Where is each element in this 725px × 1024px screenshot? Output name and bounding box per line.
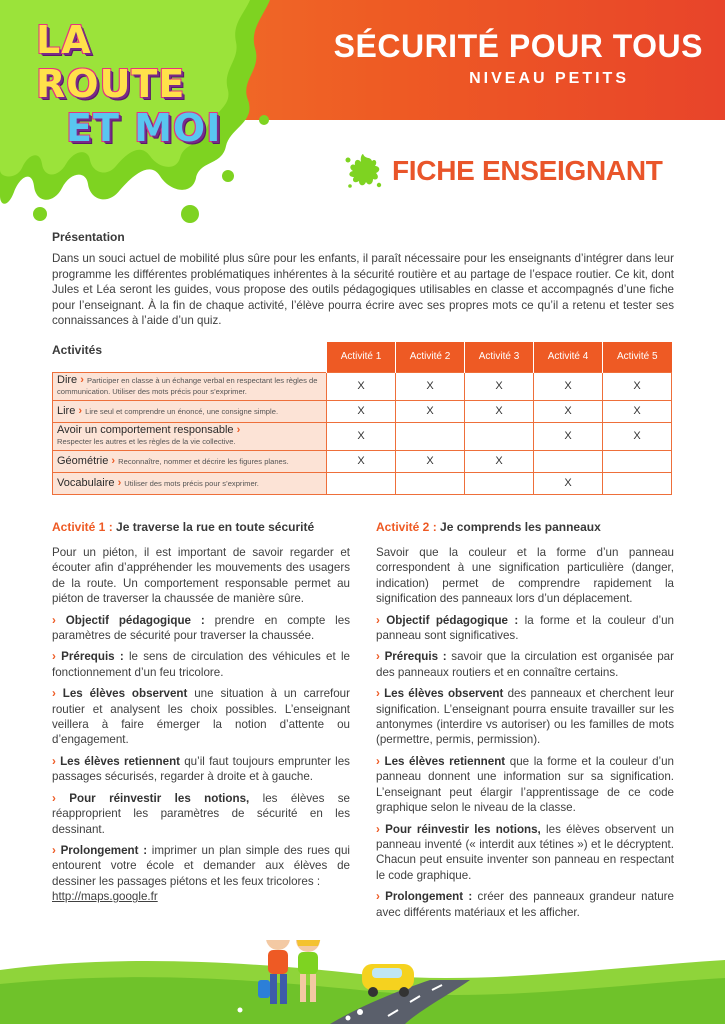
activity-2-intro: Savoir que la couleur et la forme d’un panneau correspondent à une signification particulière (danger, indication) permet de comprendre rapidement la signification des panneaux lors d’un déplacement. (376, 546, 674, 606)
chevron-right-icon: › (52, 754, 56, 768)
column-header: Activité 3 (465, 342, 534, 372)
row-label: Vocabulaire › Utiliser des mots précis pour s’exprimer. (53, 472, 327, 494)
table-row (53, 472, 672, 494)
column-header: Activité 2 (396, 342, 465, 372)
table-cell (603, 450, 672, 472)
list-item: › Prérequis : savoir que la circulation est organisée par des panneaux routiers et en connaître certains. (376, 650, 674, 679)
fiche-heading (342, 150, 663, 192)
table-cell: X (534, 422, 603, 450)
table-cell (603, 472, 672, 494)
splash-icon (342, 150, 384, 192)
row-label: Lire › Lire seul et comprendre un énoncé, une consigne simple. (53, 400, 327, 422)
activity-2-heading: Activité 2 : Je comprends les panneaux (376, 520, 601, 534)
table-cell: X (327, 400, 396, 422)
list-item: › Prolongement : imprimer un plan simple des rues qui entourent votre école et demander aux élèves de dessiner les passages piétons et les feux tricolores : http://maps.google.fr (52, 843, 350, 904)
table-cell: X (465, 400, 534, 422)
chevron-right-icon: › (78, 404, 83, 417)
table-cell (465, 472, 534, 494)
chevron-right-icon: › (52, 613, 56, 627)
table-cell (396, 422, 465, 450)
presentation-text: Dans un souci actuel de mobilité plus sûre pour les enfants, il paraît nécessaire pour les enseignants d’intégrer dans leur programme les différentes problématiques inhérentes à la sécurité routière et au partage de l’espace routier. Ce kit, dont Jules et Léa seront les guides, vous propose des outils pédagogiques utilisables en classe et accompagnés d’une fiche pour l’enseignant. À la fin de chaque activité, l’élève pourra écrire avec ses propres mots ce qu’il a retenu et tester ses connaissances à l’aide d’un quiz. (52, 252, 674, 328)
chevron-right-icon: › (80, 374, 84, 386)
chevron-right-icon: › (52, 843, 56, 857)
footer-illustration (0, 940, 725, 1024)
column-header: Activité 1 (327, 342, 396, 372)
chevron-right-icon: › (376, 650, 380, 664)
maps-link[interactable]: http://maps.google.fr (52, 890, 158, 904)
fiche-title: FICHE ENSEIGNANT (392, 155, 663, 186)
activities-table (52, 342, 672, 495)
list-item: › Les élèves retiennent que la forme et la couleur d’un panneau donnent une information sur sa signification. L’enseignant peut élargir l’apprentissage de ce code graphique selon le niveau de la classe. (376, 754, 674, 815)
logo (36, 18, 236, 150)
chevron-right-icon: › (376, 613, 380, 627)
presentation-title: Présentation (52, 230, 125, 244)
list-item: › Pour réinvestir les notions, les élèves observent un panneau inventé (« interdit aux tétines ») et le décryptent. Chacun peut ensuite inventer son panneau en respectant le code graphique. (376, 822, 675, 882)
column-header: Activité 5 (603, 342, 672, 372)
table-cell: X (396, 400, 465, 422)
list-item: › Les élèves retiennent qu’il faut toujours emprunter les passages sécurisés, regarder à droite et à gauche. (52, 754, 350, 784)
page-title: SÉCURITÉ POUR TOUS (333, 28, 703, 64)
table-cell (396, 472, 465, 494)
table-cell: X (396, 450, 465, 472)
column-header: Activité 4 (534, 342, 603, 372)
activity-1-section (52, 520, 350, 911)
logo-line-2: ET MOI (66, 106, 222, 150)
activity-2-section (376, 520, 674, 926)
table-cell: X (603, 422, 672, 450)
table-cell (327, 472, 396, 494)
row-label: Avoir un comportement responsable › Respecter les autres et les règles de la vie collective. (53, 422, 327, 450)
chevron-right-icon: › (376, 754, 380, 768)
chevron-right-icon: › (376, 687, 380, 701)
list-item: › Prolongement : créer des panneaux grandeur nature avec différents matériaux et les afficher. (376, 890, 674, 919)
activity-1-intro: Pour un piéton, il est important de savoir regarder et écouter afin d’appréhender les mouvements des usagers de la route. Un comportement responsable permet au piéton de traverser la chaussée de manière sûre. (52, 546, 350, 606)
table-cell: X (534, 400, 603, 422)
activities-title: Activités (52, 343, 103, 357)
list-item: › Pour réinvestir les notions, les élèves se réapproprient les paramètres de sécurité en les dessinant. (52, 791, 350, 836)
chevron-right-icon: › (52, 650, 56, 664)
table-cell: X (327, 450, 396, 472)
table-header-row (53, 342, 672, 372)
row-label: Géométrie › Reconnaître, nommer et décrire les figures planes. (53, 450, 327, 472)
chevron-right-icon: › (52, 791, 56, 805)
table-cell: X (396, 372, 465, 400)
table-cell: X (534, 472, 603, 494)
row-label: Dire › Participer en classe à un échange verbal en respectant les règles de communication. Utiliser des mots précis pour s’exprimer. (53, 372, 327, 400)
table-row (53, 400, 672, 422)
table-cell: X (327, 372, 396, 400)
table-cell: X (465, 372, 534, 400)
list-item: › Les élèves observent une situation à un carrefour routier et analysent les choix possibles. L’enseignant veillera à faire émerger la notion d’attente ou d’engagement. (52, 687, 350, 747)
table-row (53, 372, 672, 400)
list-item: › Objectif pédagogique : la forme et la couleur d’un panneau sont significatives. (376, 613, 674, 643)
table-cell (534, 450, 603, 472)
table-cell: X (534, 372, 603, 400)
list-item: › Les élèves observent des panneaux et cherchent leur signification. L’enseignant pourra ensuite travailler sur les antonymes (interdire vs autoriser) ou les familles de mots (permettre, permis, permission). (376, 687, 674, 747)
chevron-right-icon: › (117, 476, 122, 489)
chevron-right-icon: › (236, 424, 241, 436)
activity-1-heading: Activité 1 : Je traverse la rue en toute sécurité (52, 520, 315, 534)
table-cell: X (603, 400, 672, 422)
list-item: › Prérequis : le sens de circulation des véhicules et le fonctionnement d’un feu tricolore. (52, 650, 350, 679)
table-cell: X (465, 450, 534, 472)
logo-line-1: LA ROUTE (36, 18, 186, 106)
chevron-right-icon: › (111, 454, 116, 467)
table-row (53, 450, 672, 472)
chevron-right-icon: › (52, 687, 56, 701)
table-cell (465, 422, 534, 450)
list-item: › Objectif pédagogique : prendre en compte les paramètres de sécurité pour traverser la chaussée. (52, 613, 350, 643)
chevron-right-icon: › (376, 890, 380, 904)
table-cell: X (327, 422, 396, 450)
chevron-right-icon: › (376, 822, 380, 836)
table-row (53, 422, 672, 450)
table-cell: X (603, 372, 672, 400)
page-subtitle: NIVEAU PETITS (469, 70, 629, 87)
